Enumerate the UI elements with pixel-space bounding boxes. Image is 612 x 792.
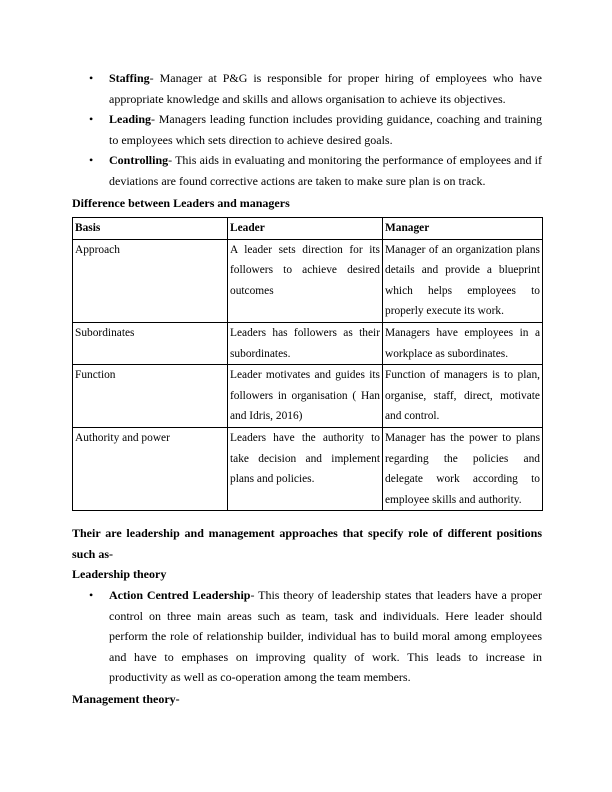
cell-leader: Leaders has followers as their subordinates.	[228, 322, 383, 364]
cell-manager: Manager has the power to plans regarding the policies and delegate work according to employee skills and authority.	[383, 427, 543, 510]
bullet-title: Controlling	[109, 153, 169, 168]
cell-manager: Function of managers is to plan, organise, staff, direct, motivate and control.	[383, 365, 543, 428]
bullet-action-centred-leadership	[72, 585, 542, 688]
header-leader: Leader	[228, 218, 383, 240]
bullet-title: Leading	[109, 112, 152, 127]
header-basis: Basis	[73, 218, 228, 240]
cell-manager: Managers have employees in a workplace as subordinates.	[383, 322, 543, 364]
table-row	[73, 427, 543, 510]
bullet-controlling	[72, 150, 542, 191]
bullet-text: - Manager at P&G is responsible for proper hiring of employees who have appropriate knowledge and skills and allows organisation to achieve its objectives.	[109, 71, 542, 106]
leadership-bullet-list	[72, 585, 542, 688]
bullet-dot-icon: •	[89, 153, 94, 168]
cell-manager: Manager of an organization plans details and provide a blueprint which helps employees to properly execute its work.	[383, 239, 543, 322]
cell-basis: Subordinates	[73, 322, 228, 364]
bullet-title: Staffing	[109, 71, 150, 85]
bullet-title: Action Centred Leadership	[109, 588, 251, 602]
table-header-row	[73, 218, 543, 240]
table-row	[73, 365, 543, 428]
approaches-intro: Their are leadership and management approaches that specify role of different positions such as-	[72, 526, 542, 561]
bullet-text: - Managers leading function includes providing guidance, coaching and training to employees which sets direction to achieve desired goals.	[109, 112, 542, 147]
bullet-text: - This theory of leadership states that leaders have a proper control on three main areas such as team, task and individuals. Here leader should perform the role of relationship builder, individual has to build moral among employees and have to emphases on improving quality of work. This leads to increase in productivity as well as co-operation among the team members.	[109, 588, 542, 685]
cell-leader: Leader motivates and guides its followers in organisation ( Han and Idris, 2016)	[228, 365, 383, 428]
cell-leader: A leader sets direction for its followers to achieve desired outcomes	[228, 239, 383, 322]
bullet-leading	[72, 109, 542, 150]
bullet-dot-icon: •	[89, 588, 94, 602]
table-row	[73, 322, 543, 364]
cell-leader: Leaders have the authority to take decision and implement plans and policies.	[228, 427, 383, 510]
bullet-staffing	[72, 68, 542, 109]
cell-basis: Function	[73, 365, 228, 428]
cell-basis: Approach	[73, 239, 228, 322]
bullet-text: - This aids in evaluating and monitoring the performance of employees and if deviations are found corrective actions are taken to make sure plan is on track.	[109, 153, 542, 188]
bullet-dot-icon: •	[89, 112, 94, 127]
table-row	[73, 239, 543, 322]
header-manager: Manager	[383, 218, 543, 240]
management-theory-heading: Management theory-	[72, 692, 180, 706]
cell-basis: Authority and power	[73, 427, 228, 510]
functions-bullet-list	[72, 68, 542, 192]
leadership-theory-heading: Leadership theory	[72, 567, 167, 581]
table-heading: Difference between Leaders and managers	[72, 196, 290, 210]
bullet-dot-icon: •	[89, 71, 94, 85]
comparison-table	[72, 217, 543, 511]
